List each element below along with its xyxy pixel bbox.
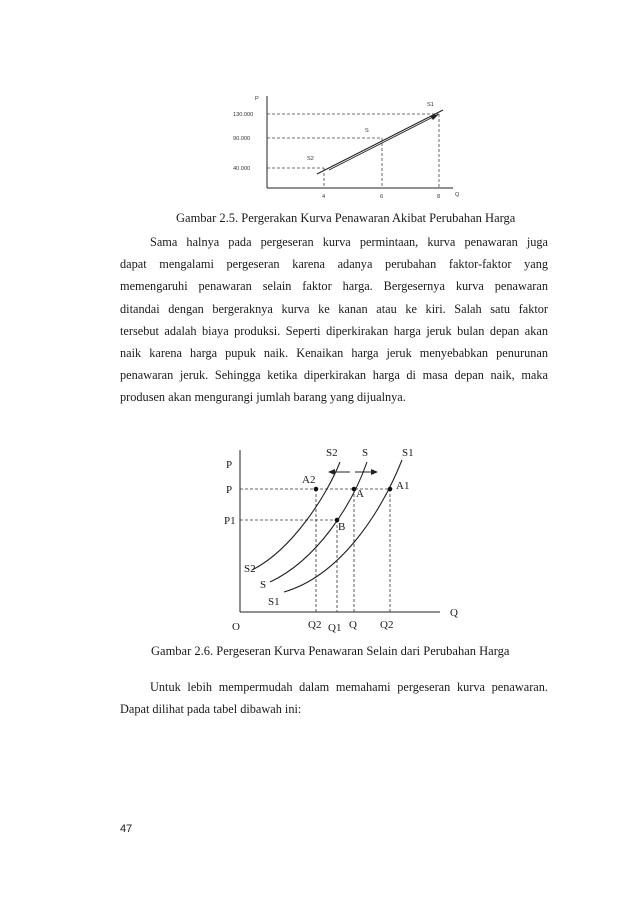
qty-label: Q2	[380, 619, 394, 631]
movement-arrow	[329, 116, 435, 170]
point-label: A	[356, 488, 364, 500]
qty-label: Q2	[308, 619, 322, 631]
arrow-left-icon	[328, 469, 335, 475]
curve-top-label: S2	[326, 447, 338, 459]
curve-label: S1	[427, 102, 434, 108]
price-tick: 40.000	[233, 166, 251, 172]
qty-tick: 4	[322, 194, 326, 200]
axis-label-p: P	[255, 96, 259, 102]
figure-caption-2: Gambar 2.6. Pergeseran Kurva Penawaran Selain dari Perubahan Harga	[151, 644, 510, 658]
point-label: B	[338, 521, 346, 533]
price-label: P1	[224, 515, 236, 527]
paragraph-2	[120, 676, 548, 720]
curve-top-label: S1	[402, 447, 414, 459]
price-label: P	[226, 484, 233, 496]
text-line: ditandai dengan bergeraknya kurva ke kanan atau ke kiri. Salah satu faktor	[120, 301, 548, 316]
curve-label: S2	[307, 156, 314, 162]
figure-supply-movement	[225, 88, 470, 208]
text-line: naik karena harga pupuk naik. Kenaikan harga jeruk menyebabkan penurunan	[120, 345, 548, 360]
curve-top-label: S	[362, 447, 369, 459]
text-line: penawaran jeruk. Sehingga ketika diperkirakan harga di masa depan naik, maka	[120, 368, 548, 383]
supply-curve	[317, 110, 443, 174]
figure-caption-1: Gambar 2.5. Pergerakan Kurva Penawaran Akibat Perubahan Harga	[176, 211, 516, 225]
supply-curve-s2	[252, 462, 340, 570]
axis-label-q: Q	[455, 192, 460, 198]
qty-tick: 8	[437, 194, 441, 200]
text-line: Sama halnya pada pergeseran kurva permintaan, kurva penawaran juga	[150, 235, 548, 249]
curve-label: S	[365, 128, 369, 134]
supply-curve-s	[270, 462, 367, 582]
text-line: Untuk lebih mempermudah dalam memahami pergeseran kurva penawaran.	[150, 680, 548, 694]
qty-label: Q1	[328, 622, 342, 634]
text-line: memengaruhi penawaran selain faktor harga. Bergesernya kurva penawaran	[120, 279, 548, 294]
page-number: 47	[120, 823, 133, 835]
origin-label: O	[232, 621, 240, 633]
point-label: A2	[302, 474, 316, 486]
qty-label: Q	[349, 619, 357, 631]
curve-bottom-label: S	[260, 579, 267, 591]
figure-supply-shift	[222, 440, 472, 635]
price-tick: 130.000	[233, 112, 254, 118]
text-line: produsen akan mengurangi jumlah barang yang dijualnya.	[120, 390, 406, 405]
paragraph-1	[120, 231, 548, 409]
axis-label-p: P	[226, 459, 233, 471]
point-a2	[314, 487, 319, 492]
axis-label-q: Q	[450, 607, 458, 619]
point-a1	[388, 487, 393, 492]
curve-bottom-label: S2	[244, 563, 256, 575]
arrow-right-icon	[371, 469, 378, 475]
curve-bottom-label: S1	[268, 596, 280, 608]
text-line: dapat mengalami pergeseran karena adanya perubahan faktor-faktor yang	[120, 257, 548, 272]
text-line: tersebut adalah biaya produksi. Seperti diperkirakan harga jeruk bulan depan akan	[120, 323, 548, 338]
price-tick: 90.000	[233, 136, 251, 142]
point-label: A1	[396, 480, 410, 492]
text-line: Dapat dilihat pada tabel dibawah ini:	[120, 702, 302, 717]
qty-tick: 6	[380, 194, 384, 200]
